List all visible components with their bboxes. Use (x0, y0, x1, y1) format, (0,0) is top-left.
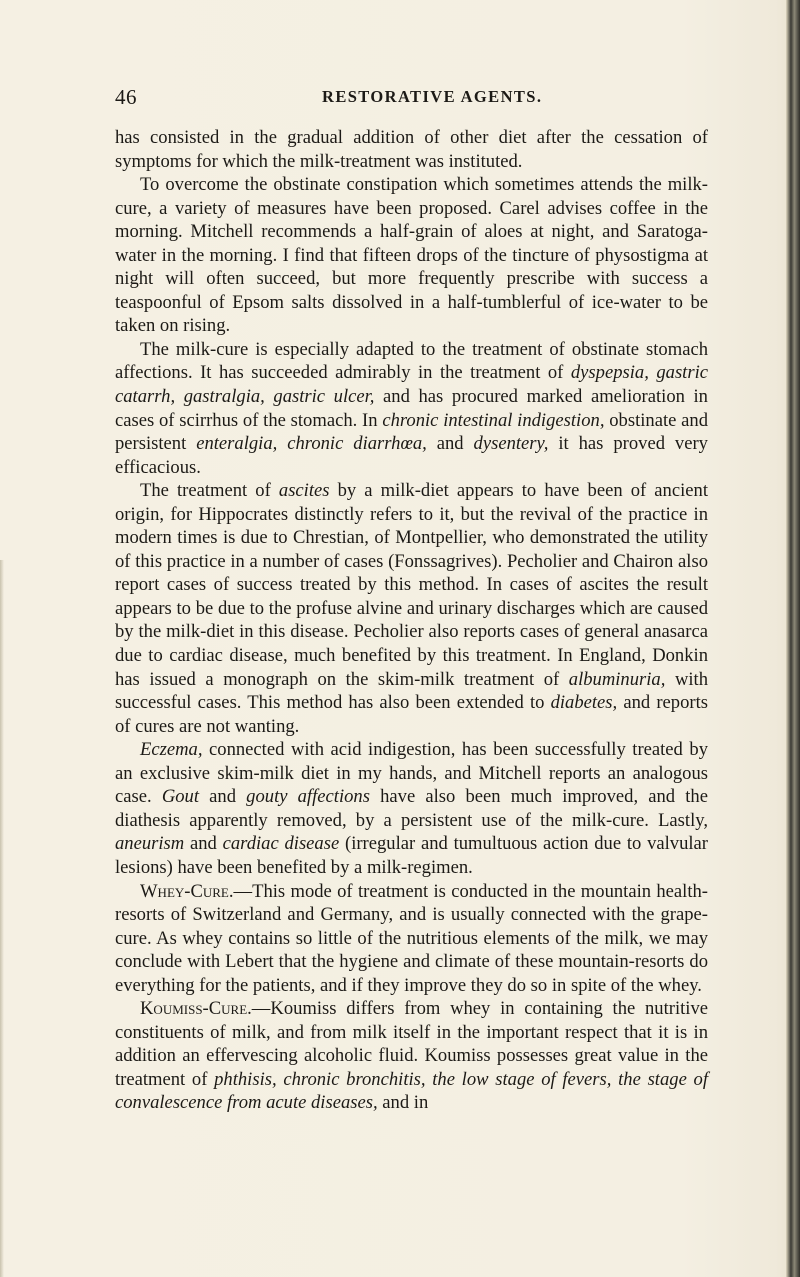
text-run: by a milk-diet appears to have been of ancient origin, for Hippocrates distinctly refers to it, but the revival of the practice in modern times is due to Chrestian, of Montpellier, who demonstrated the utility of this practice in a number of cases (Fonssagrives). Pecholier and Chairon also report cases of success treated by this method. In cases of ascites the result appears to be due to the profuse alvine and urinary discharges which are caused by the milk-diet in this disease. Pecholier also reports cases of general anasarca due to cardiac disease, much benefited by this treatment. In England, Donkin has issued a monograph on the skim-milk treatment of (115, 480, 708, 690)
paragraph (115, 738, 708, 879)
paragraph (115, 338, 708, 479)
paragraph (115, 173, 708, 338)
paragraph (115, 880, 708, 998)
page-header (115, 85, 715, 109)
page-edge (786, 0, 800, 1277)
italic-run: dyspepsia, gastric catarrh, gastralgia, gastric ulcer, (115, 362, 709, 408)
italic-run: chronic intestinal indigestion, (382, 409, 605, 431)
text-run: has consisted in the gradual addition of other diet after the cessation of symptoms for which the milk-treatment was instituted. (115, 127, 708, 172)
paragraph (115, 997, 708, 1115)
text-run: —Koumiss differs from whey in containing the nutritive constituents of milk, and from milk itself in the important respect that it is in addition an effervescing alcoholic fluid. Koumiss possesses great value in the treatment of (115, 998, 708, 1090)
text-run: The treatment of (140, 480, 279, 502)
text-run: obstinate and persistent (115, 409, 708, 455)
italic-run: dysentery, (473, 433, 549, 455)
text-run: and has procured marked amelioration in cases of scirrhus of the stomach. In (115, 386, 708, 431)
paragraph (115, 126, 708, 173)
italic-run: Eczema, (140, 739, 203, 761)
page-number: 46 (115, 85, 137, 109)
text-run: —This mode of treatment is conducted in the mountain health-resorts of Switzerland and Germany, and is usually connected with the grape-cure. As whey contains so little of the nutritious elements of the milk, we may conclude with Lebert that the hygiene and climate of these mountain-resorts do everything for the patients, and if they improve they do so in spite of the whey. (115, 880, 708, 996)
text-run: To overcome the obstinate constipation which sometimes attends the milk-cure, a variety of measures have been proposed. Carel advises coffee in the morning. Mitchell recommends a half-grain of aloes at night, and Saratoga-water in the morning. I find that fifteen drops of the tincture of physostigma at night will often succeed, but more frequently prescribe with success a teaspoonful of Epsom salts dissolved in a half-tumblerful of ice-water to be taken on rising. (115, 174, 708, 337)
paragraph (115, 479, 708, 738)
text-run: and in (377, 1092, 429, 1114)
text-run: with successful cases. This method has also been extended to (115, 668, 708, 714)
text-run: and (199, 786, 247, 808)
body-text (115, 126, 708, 1115)
text-run: The milk-cure is especially adapted to the treatment of obstinate stomach affections. It has succeeded admirably in the treatment of (115, 338, 708, 384)
text-run: it has proved very efficacious. (115, 433, 708, 478)
italic-run: aneurism (115, 833, 185, 855)
italic-run: phthisis, chronic bronchitis, the low stage of fevers, the stage of convalescence from acute diseases, (115, 1068, 708, 1114)
italic-run: gouty affections (246, 786, 370, 808)
section-heading-whey-cure: Whey-Cure. (140, 880, 234, 902)
page-gutter-shadow (0, 560, 4, 1277)
italic-run: enteralgia, chronic diarrhœa, (196, 433, 427, 455)
italic-run: cardiac disease (222, 833, 340, 855)
text-run: connected with acid indigestion, has been successfully treated by an exclusive skim-milk diet in my hands, and Mitchell reports an analogous case. (115, 739, 708, 808)
italic-run: Gout (161, 786, 199, 808)
italic-run: albuminuria, (568, 668, 666, 690)
text-run: and (426, 433, 474, 455)
italic-run: diabetes, (550, 692, 618, 714)
text-run: and (184, 833, 223, 855)
text-run: (irregular and tumultuous action due to valvular lesions) have been benefited by a milk-regimen. (115, 833, 708, 878)
text-run: and reports of cures are not wanting. (115, 692, 708, 737)
section-heading-koumiss-cure: Koumiss-Cure. (140, 998, 252, 1020)
text-run: have also been much improved, and the diathesis apparently removed, by a persistent use of the milk-cure. Lastly, (115, 786, 708, 831)
italic-run: ascites (278, 480, 330, 502)
running-title: RESTORATIVE AGENTS. (322, 87, 543, 106)
